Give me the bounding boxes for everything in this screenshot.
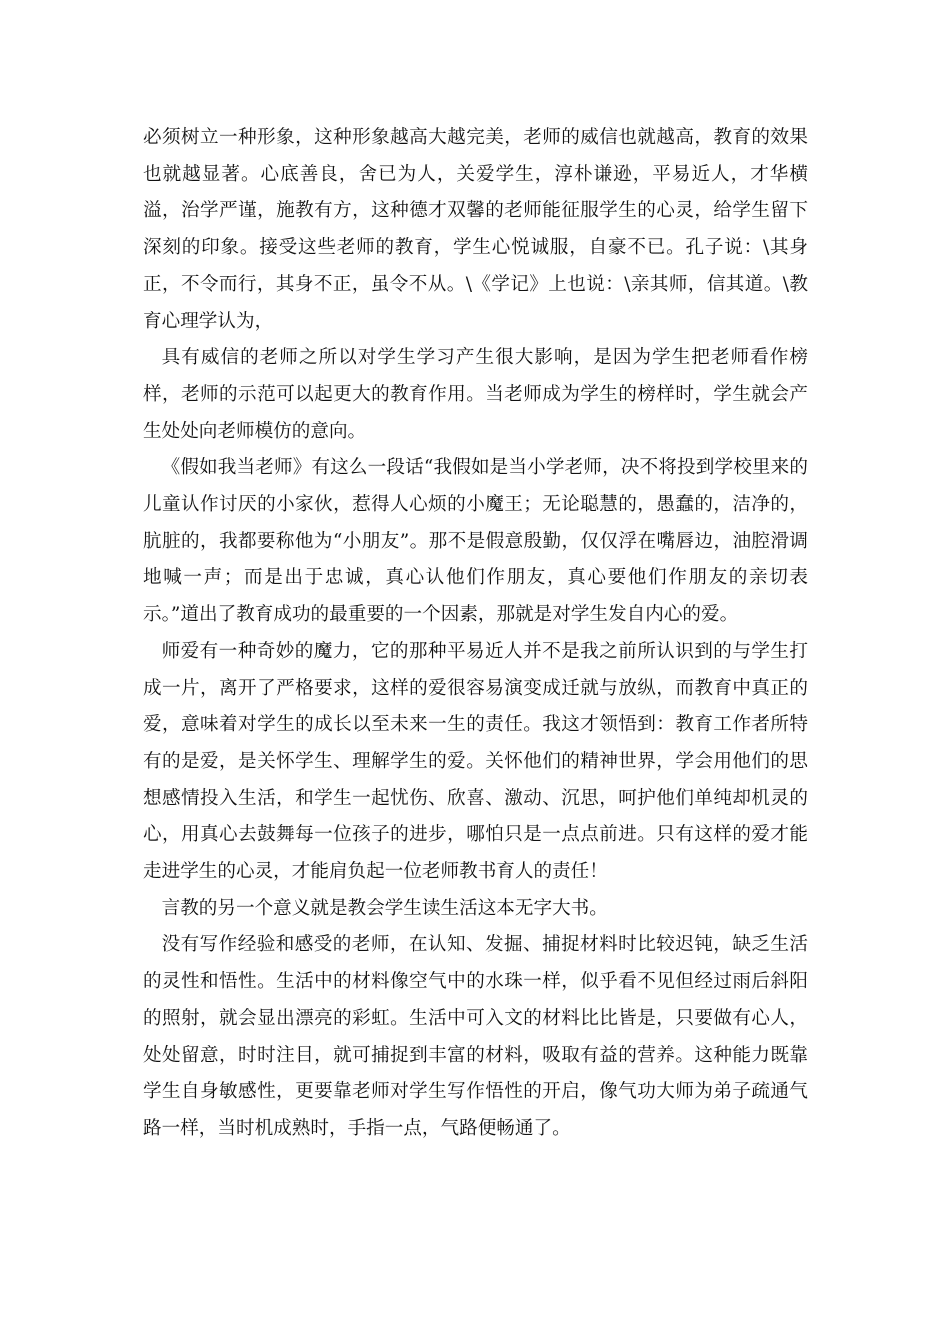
paragraph-2: 具有威信的老师之所以对学生学习产生很大影响，是因为学生把老师看作榜样，老师的示范可以起更大的教育作用。当老师成为学生的榜样时，学生就会产生处处向老师模仿的意向。 bbox=[143, 347, 808, 442]
paragraph-5: 言教的另一个意义就是教会学生读生活这本无字大书。 bbox=[161, 897, 608, 919]
document-body bbox=[143, 120, 808, 1148]
paragraph-3: 《假如我当老师》有这么一段话“我假如是当小学老师，决不将投到学校里来的儿童认作讨厌的小家伙，惹得人心烦的小魔王；无论聪慧的，愚蠢的，洁净的，肮脏的，我都要称他为“小朋友”。那不是假意殷勤，仅仅浮在嘴唇边，油腔滑调地喊一声；而是出于忠诚，真心认他们作朋友，真心要他们作朋友的亲切表示。”道出了教育成功的最重要的一个因素，那就是对学生发自内心的爱。 bbox=[143, 457, 808, 626]
paragraph-6: 没有写作经验和感受的老师，在认知、发掘、捕捉材料时比较迟钝，缺乏生活的灵性和悟性。生活中的材料像空气中的水珠一样，似乎看不见但经过雨后斜阳的照射，就会显出漂亮的彩虹。生活中可入文的材料比比皆是，只要做有心人，处处留意，时时注目，就可捕捉到丰富的材料，吸取有益的营养。这种能力既靠学生自身敏感性，更要靠老师对学生写作悟性的开启，像气功大师为弟子疏通气路一样，当时机成熟时，手指一点，气路便畅通了。 bbox=[143, 934, 808, 1139]
paragraph-4: 师爱有一种奇妙的魔力，它的那种平易近人并不是我之前所认识到的与学生打成一片，离开了严格要求，这样的爱很容易演变成迁就与放纵，而教育中真正的爱，意味着对学生的成长以至未来一生的责任。我这才领悟到：教育工作者所特有的是爱，是关怀学生、理解学生的爱。关怀他们的精神世界，学会用他们的思想感情投入生活，和学生一起忧伤、欣喜、激动、沉思，呵护他们单纯却机灵的心，用真心去鼓舞每一位孩子的进步，哪怕只是一点点前进。只有这样的爱才能走进学生的心灵，才能肩负起一位老师教书育人的责任！ bbox=[143, 640, 808, 883]
paragraph-1: 必须树立一种形象，这种形象越高大越完美，老师的威信也就越高，教育的效果也就越显著。心底善良，舍已为人，关爱学生，淳朴谦逊，平易近人，才华横溢，治学严谨，施教有方，这种德才双馨的老师能征服学生的心灵，给学生留下深刻的印象。接受这些老师的教育，学生心悦诚服，自豪不已。孔子说：\其身正，不令而行，其身不正，虽令不从。\《学记》上也说：\亲其师，信其道。\教育心理学认为， bbox=[143, 127, 808, 332]
